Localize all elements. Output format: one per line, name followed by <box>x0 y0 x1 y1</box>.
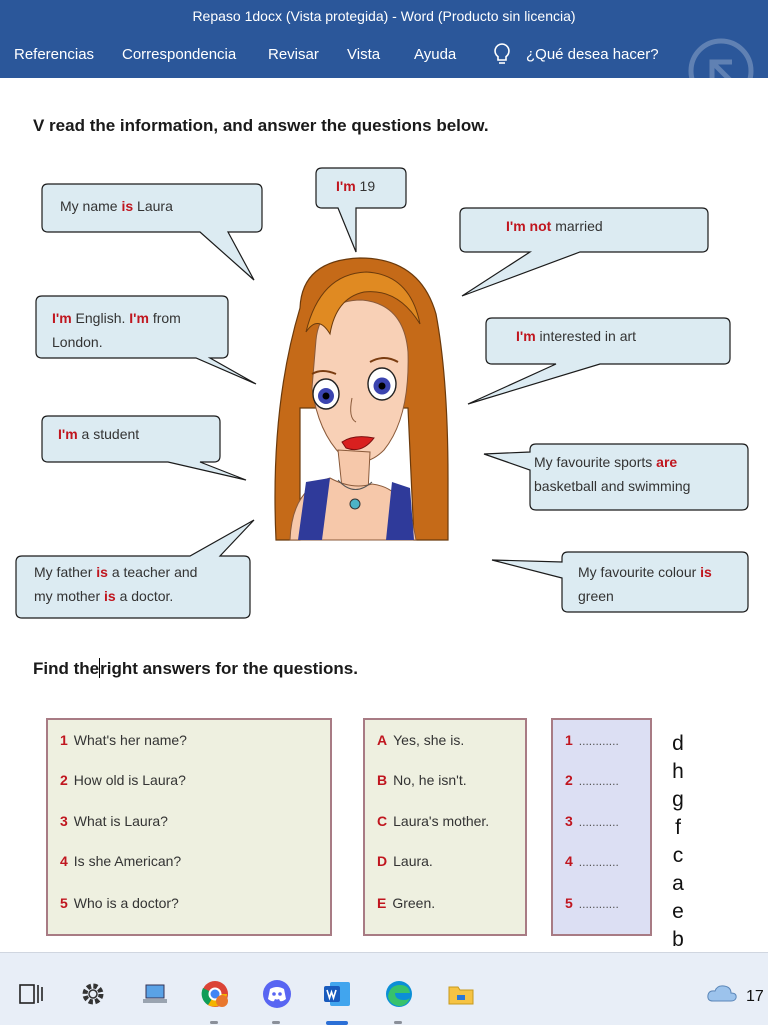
questions-box <box>46 718 332 936</box>
blank-row[interactable]: 2 ............ <box>565 772 619 788</box>
bubble-text-interest: I'm interested in art <box>516 328 637 344</box>
bubble-text-sports: My favourite sports are basketball and swimming <box>534 454 691 494</box>
question-row: 2 How old is Laura? <box>60 772 186 788</box>
answer-row: C Laura's mother. <box>377 813 490 829</box>
window-title: Repaso 1docx (Vista protegida) - Word (Producto sin licencia) <box>192 8 576 24</box>
discord-icon[interactable] <box>262 979 292 1009</box>
word-icon[interactable] <box>322 979 352 1009</box>
cloud-icon[interactable] <box>705 981 739 1005</box>
document-page[interactable] <box>0 78 768 952</box>
active-indicator <box>326 1021 348 1025</box>
edge-icon[interactable] <box>384 979 414 1009</box>
bubble-text-parents: My father is a teacher and my mother is a doctor. <box>34 564 198 604</box>
side-letter: h <box>672 760 684 783</box>
answer-row: B No, he isn't. <box>377 772 467 788</box>
tell-me-search[interactable]: ¿Qué desea hacer? <box>526 46 659 63</box>
side-letter: e <box>672 900 684 923</box>
bubble-text-colour: My favourite colour is green <box>578 564 712 604</box>
question-row: 3 What is Laura? <box>60 813 168 829</box>
answer-row: A Yes, she is. <box>377 732 465 748</box>
tab-vista[interactable]: Vista <box>347 46 381 63</box>
answers-box <box>363 718 527 936</box>
bubble-text-student: I'm a student <box>58 426 140 442</box>
girl-illustration <box>275 258 448 540</box>
side-letter: g <box>672 788 684 811</box>
side-letter: b <box>672 928 684 951</box>
bubbles-illustration <box>0 78 768 638</box>
bubble-text-nationality: I'm English. I'm from London. <box>52 310 181 350</box>
settings-icon[interactable] <box>78 979 108 1009</box>
tab-correspondencia[interactable]: Correspondencia <box>122 46 237 63</box>
bubble-text-name: My name is Laura <box>60 198 173 214</box>
blank-row[interactable]: 3 ............ <box>565 813 619 829</box>
question-row: 1 What's her name? <box>60 732 187 748</box>
answer-row: E Green. <box>377 895 436 911</box>
blanks-box <box>551 718 652 936</box>
tab-referencias[interactable]: Referencias <box>14 46 95 63</box>
chrome-icon[interactable] <box>200 979 230 1009</box>
taskbar <box>0 952 768 1025</box>
side-letter: a <box>672 872 684 895</box>
answer-row: D Laura. <box>377 853 433 869</box>
tab-revisar[interactable]: Revisar <box>268 46 319 63</box>
heading-find-answers: Find theright answers for the questions. <box>33 659 358 678</box>
tab-ayuda[interactable]: Ayuda <box>414 46 457 63</box>
side-letter: f <box>675 816 681 839</box>
bubble-text-age: I'm 19 <box>336 178 376 194</box>
side-letters <box>668 730 688 954</box>
folder-icon[interactable] <box>446 979 476 1009</box>
side-letter: d <box>672 732 684 755</box>
side-letter: c <box>672 844 684 867</box>
blank-row[interactable]: 5 ............ <box>565 895 619 911</box>
temperature[interactable]: 17 <box>746 988 764 1005</box>
question-row: 5 Who is a doctor? <box>60 895 179 911</box>
bubble-text-married: I'm not married <box>506 218 603 234</box>
heading-read-information: V read the information, and answer the questions below. <box>33 116 489 135</box>
ribbon-tabs <box>0 32 768 78</box>
title-bar <box>0 0 768 32</box>
task-view-icon[interactable] <box>16 979 46 1009</box>
file-explorer-network-icon[interactable] <box>140 979 170 1009</box>
blank-row[interactable]: 4 ............ <box>565 853 619 869</box>
lightbulb-icon[interactable] <box>492 42 512 66</box>
question-row: 4 Is she American? <box>60 853 182 869</box>
blank-row[interactable]: 1 ............ <box>565 732 619 748</box>
